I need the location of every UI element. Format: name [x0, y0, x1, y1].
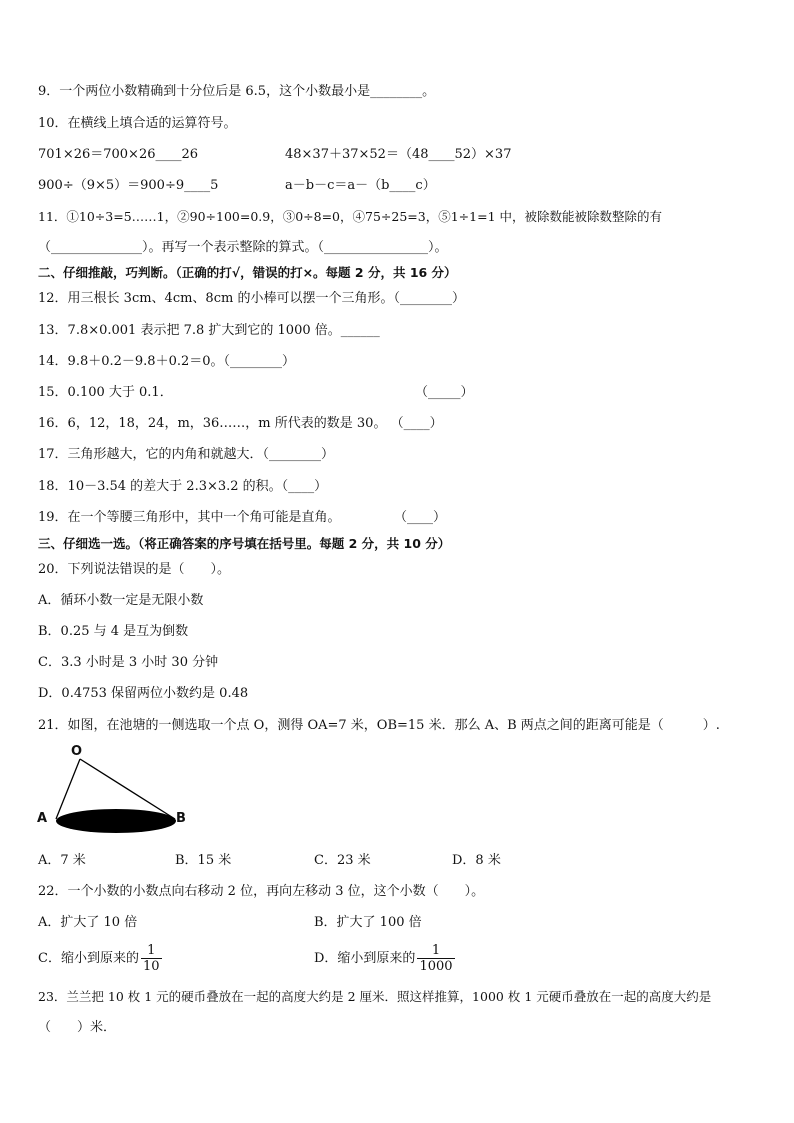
q20-option-d: D．0.4753 保留两位小数约是 0.48 — [38, 686, 249, 701]
point-b-label: B — [176, 811, 186, 826]
q20-stem: 20．下列说法错误的是（ ）。 — [38, 562, 231, 577]
segment-oa — [56, 759, 80, 819]
q9: 9．一个两位小数精确到十分位后是 6.5，这个小数最小是________。 — [38, 84, 436, 99]
section-3-heading: 三、仔细选一选。（将正确答案的序号填在括号里。每题 2 分，共 10 分） — [38, 536, 451, 551]
fraction-denominator: 1000 — [419, 959, 453, 974]
q22-option-c-label: C．缩小到原来的 — [38, 951, 139, 966]
q21-option-c: C．23 米 — [314, 853, 371, 868]
q21-option-a: A．7 米 — [38, 853, 86, 868]
q22-stem: 22．一个小数的小数点向右移动 2 位，再向左移动 3 位，这个小数（ ）。 — [38, 884, 485, 899]
q12: 12．用三根长 3cm、4cm、8cm 的小棒可以摆一个三角形。（________） — [38, 291, 465, 306]
point-o-label: O — [71, 744, 83, 759]
q20-option-b: B．0.25 与 4 是互为倒数 — [38, 624, 189, 639]
fraction-numerator: 1 — [417, 943, 454, 959]
q22-option-b: B．扩大了 100 倍 — [314, 915, 422, 930]
q10-title: 10．在横线上填合适的运算符号。 — [38, 116, 237, 131]
q23-line1: 23．兰兰把 10 枚 1 元的硬币叠放在一起的高度大约是 2 厘米．照这样推算，1000 枚 1 元硬币叠放在一起的高度大约是 — [38, 989, 712, 1004]
q20-option-c: C．3.3 小时是 3 小时 30 分钟 — [38, 655, 219, 670]
q11-line1: 11．①10÷3=5……1，②90÷100=0.9，③0÷8=0，④75÷25=3，⑤1÷1=1 中，被除数能被除数整除的有 — [38, 209, 663, 224]
point-a-label: A — [37, 811, 48, 826]
fraction-denominator: 10 — [142, 959, 160, 974]
q10-d: a－b－c＝a－（b____c） — [285, 178, 436, 193]
q13: 13．7.8×0.001 表示把 7.8 扩大到它的 1000 倍。______ — [38, 323, 380, 338]
q14: 14．9.8＋0.2－9.8＋0.2＝0。（________） — [38, 354, 296, 369]
q22-option-c — [38, 940, 162, 978]
q22-option-a: A．扩大了 10 倍 — [38, 915, 138, 930]
q21-option-d: D．8 米 — [452, 853, 501, 868]
q10-c: 900÷（9×5）＝900÷9____5 — [38, 178, 219, 193]
q22-option-d-label: D．缩小到原来的 — [314, 951, 416, 966]
q18: 18．10－3.54 的差大于 2.3×3.2 的积。（____） — [38, 479, 328, 494]
q17: 17．三角形越大，它的内角和就越大．（________） — [38, 447, 335, 462]
q15: 15．0.100 大于 0.1． — [38, 385, 173, 400]
q22-option-d — [314, 940, 455, 978]
pond-diagram — [30, 748, 200, 838]
fraction-one-thousandth — [417, 943, 454, 974]
q16: 16．6，12，18，24，m，36……，m 所代表的数是 30。 （____） — [38, 416, 443, 431]
q15-blank: （_____） — [415, 385, 474, 400]
q23-line2: （ ）米． — [38, 1020, 117, 1035]
q21-option-b: B．15 米 — [175, 853, 232, 868]
section-2-heading: 二、仔细推敲，巧判断。（正确的打√，错误的打×。每题 2 分，共 16 分） — [38, 265, 457, 280]
fraction-one-tenth — [141, 943, 162, 974]
q19: 19．在一个等腰三角形中，其中一个角可能是直角。 — [38, 510, 341, 525]
pond-figure — [30, 744, 200, 838]
q10-a: 701×26＝700×26____26 — [38, 147, 199, 162]
pond-shape — [56, 809, 176, 833]
q10-b: 48×37＋37×52＝（48____52）×37 — [285, 147, 512, 162]
q11-line2: （______________）。再写一个表示整除的算式。（________________）。 — [38, 240, 448, 255]
fraction-numerator: 1 — [141, 943, 162, 959]
q19-blank: （____） — [394, 510, 447, 525]
q20-option-a: A．循环小数一定是无限小数 — [38, 593, 204, 608]
q21-stem: 21．如图，在池塘的一侧选取一个点 O，测得 OA=7 米，OB=15 米．那么 A、B 两点之间的距离可能是（ ）. — [38, 718, 720, 733]
